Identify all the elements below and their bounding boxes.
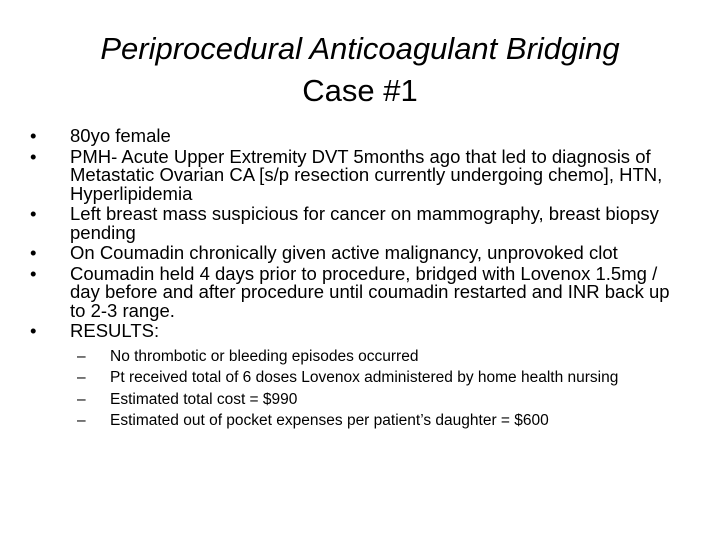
dash-marker: –	[77, 347, 86, 365]
dash-marker: –	[77, 412, 86, 429]
bullet-text: RESULTS:	[70, 320, 160, 341]
dash-marker: –	[77, 390, 86, 408]
slide-title	[36, 28, 684, 112]
result-item	[54, 349, 690, 366]
result-text: Estimated total cost = $990	[110, 390, 298, 408]
bullet-item-pmh	[30, 145, 690, 204]
bullet-marker: •	[30, 262, 37, 284]
result-text: No thrombotic or bleeding episodes occurred	[110, 347, 419, 365]
bullet-marker: •	[30, 203, 37, 224]
title-line-2: Case #1	[302, 73, 418, 108]
bullet-marker: •	[30, 320, 37, 341]
dash-marker: –	[77, 369, 86, 386]
title-line-1: Periprocedural Anticoagulant Bridging	[100, 31, 620, 66]
bullet-text: On Coumadin chronically given active malignancy, unprovoked clot	[70, 242, 618, 263]
bullet-text: 80yo female	[70, 125, 171, 146]
result-item	[54, 370, 690, 387]
bullet-text: PMH- Acute Upper Extremity DVT 5months ago that led to diagnosis of Metastatic Ovarian CA [s/p resection currently undergoing chemo], HTN, Hyperlipidemia	[70, 145, 663, 204]
bullet-marker: •	[30, 242, 37, 263]
slide-body	[30, 127, 690, 435]
result-item	[54, 413, 690, 430]
bullet-item-breast-mass	[30, 205, 690, 242]
bullet-item-bridging	[30, 262, 690, 321]
result-item	[54, 392, 690, 409]
bullet-text: Coumadin held 4 days prior to procedure, bridged with Lovenox 1.5mg / day before and after procedure until coumadin restarted and INR back up to 2-3 range.	[70, 262, 670, 321]
bullet-marker: •	[30, 125, 37, 146]
bullet-item-results	[30, 322, 690, 430]
result-text: Estimated out of pocket expenses per patient’s daughter = $600	[110, 412, 549, 429]
bullet-item-coumadin	[30, 244, 690, 263]
bullet-marker: •	[30, 145, 37, 167]
result-text: Pt received total of 6 doses Lovenox administered by home health nursing	[110, 369, 619, 386]
results-list	[70, 349, 690, 430]
bullet-list	[30, 127, 690, 430]
bullet-item-age	[30, 127, 690, 146]
bullet-text: Left breast mass suspicious for cancer on mammography, breast biopsy pending	[70, 203, 659, 243]
